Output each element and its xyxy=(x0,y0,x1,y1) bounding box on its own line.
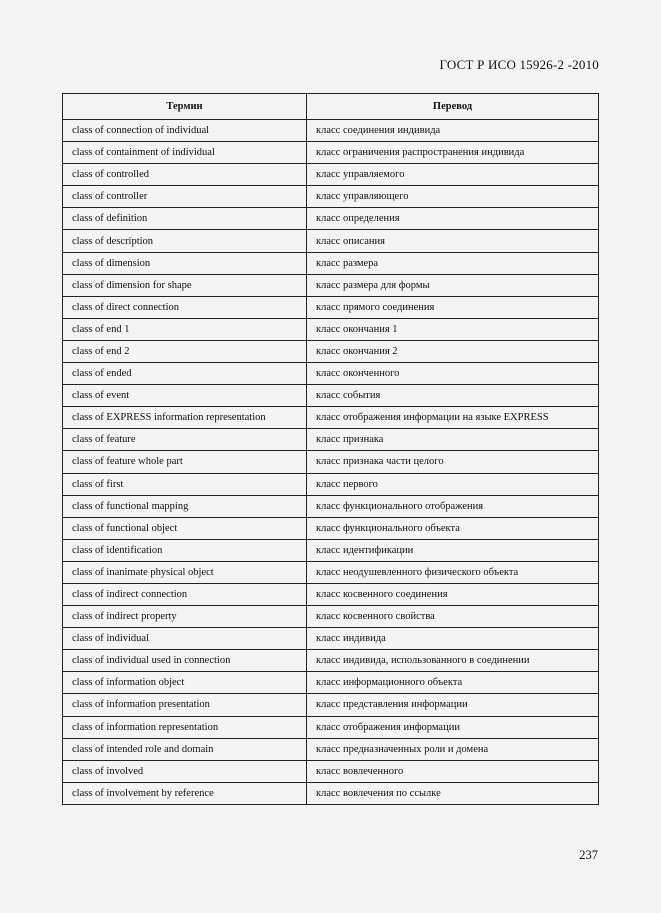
table-row xyxy=(63,738,599,760)
term-cell: class of end 2 xyxy=(63,340,307,362)
term-cell: class of definition xyxy=(63,208,307,230)
translation-cell: класс предназначенных роли и домена xyxy=(307,738,599,760)
translation-cell: класс информационного объекта xyxy=(307,672,599,694)
term-cell: class of inanimate physical object xyxy=(63,561,307,583)
term-cell: class of indirect property xyxy=(63,606,307,628)
translation-cell: класс неодушевленного физического объекта xyxy=(307,561,599,583)
table-row xyxy=(63,495,599,517)
term-cell: class of event xyxy=(63,385,307,407)
table-row xyxy=(63,539,599,561)
translation-cell: класс индивида, использованного в соединении xyxy=(307,650,599,672)
term-cell: class of feature xyxy=(63,429,307,451)
table-row xyxy=(63,650,599,672)
translation-cell: класс косвенного свойства xyxy=(307,606,599,628)
table-row xyxy=(63,296,599,318)
term-cell: class of first xyxy=(63,473,307,495)
term-cell: class of containment of individual xyxy=(63,142,307,164)
term-cell: class of information object xyxy=(63,672,307,694)
table-row xyxy=(63,318,599,340)
table-body xyxy=(63,120,599,805)
translation-cell: класс косвенного соединения xyxy=(307,583,599,605)
table-row xyxy=(63,517,599,539)
term-cell: class of individual used in connection xyxy=(63,650,307,672)
term-cell: class of controlled xyxy=(63,164,307,186)
translation-cell: класс вовлеченного xyxy=(307,760,599,782)
term-cell: class of dimension for shape xyxy=(63,274,307,296)
translation-cell: класс представления информации xyxy=(307,694,599,716)
term-cell: class of individual xyxy=(63,628,307,650)
translation-cell: класс функционального отображения xyxy=(307,495,599,517)
column-header-translation: Перевод xyxy=(307,94,599,120)
table-row xyxy=(63,363,599,385)
document-header: ГОСТ Р ИСО 15926-2 -2010 xyxy=(439,57,599,72)
table-row xyxy=(63,451,599,473)
translation-cell: класс окончания 1 xyxy=(307,318,599,340)
translation-cell: класс события xyxy=(307,385,599,407)
table-row xyxy=(63,429,599,451)
term-cell: class of functional mapping xyxy=(63,495,307,517)
table-row xyxy=(63,230,599,252)
term-cell: class of feature whole part xyxy=(63,451,307,473)
table-header-row xyxy=(63,94,599,120)
table-row xyxy=(63,606,599,628)
page-number: 237 xyxy=(579,848,598,862)
term-cell: class of ended xyxy=(63,363,307,385)
translation-cell: класс размера xyxy=(307,252,599,274)
term-cell: class of intended role and domain xyxy=(63,738,307,760)
translation-cell: класс управляемого xyxy=(307,164,599,186)
table-row xyxy=(63,252,599,274)
translation-cell: класс первого xyxy=(307,473,599,495)
table-row xyxy=(63,561,599,583)
translation-cell: класс определения xyxy=(307,208,599,230)
translation-cell: класс признака xyxy=(307,429,599,451)
table-row xyxy=(63,385,599,407)
translation-cell: класс оконченного xyxy=(307,363,599,385)
term-cell: class of functional object xyxy=(63,517,307,539)
table-row xyxy=(63,716,599,738)
term-cell: class of EXPRESS information representation xyxy=(63,407,307,429)
table-row xyxy=(63,583,599,605)
table-row xyxy=(63,760,599,782)
table-row xyxy=(63,782,599,804)
translation-cell: класс окончания 2 xyxy=(307,340,599,362)
translation-cell: класс индивида xyxy=(307,628,599,650)
term-cell: class of description xyxy=(63,230,307,252)
term-cell: class of end 1 xyxy=(63,318,307,340)
term-cell: class of direct connection xyxy=(63,296,307,318)
term-cell: class of dimension xyxy=(63,252,307,274)
table-row xyxy=(63,142,599,164)
terms-table xyxy=(62,93,599,805)
column-header-term: Термин xyxy=(63,94,307,120)
table-row xyxy=(63,407,599,429)
translation-cell: класс управляющего xyxy=(307,186,599,208)
table-row xyxy=(63,164,599,186)
translation-cell: класс размера для формы xyxy=(307,274,599,296)
table-row xyxy=(63,120,599,142)
translation-cell: класс отображения информации на языке EXPRESS xyxy=(307,407,599,429)
term-cell: class of information representation xyxy=(63,716,307,738)
translation-cell: класс вовлечения по ссылке xyxy=(307,782,599,804)
table-row xyxy=(63,208,599,230)
translation-cell: класс соединения индивида xyxy=(307,120,599,142)
table-row xyxy=(63,694,599,716)
translation-cell: класс отображения информации xyxy=(307,716,599,738)
translation-cell: класс функционального объекта xyxy=(307,517,599,539)
translation-cell: класс описания xyxy=(307,230,599,252)
term-cell: class of connection of individual xyxy=(63,120,307,142)
term-cell: class of identification xyxy=(63,539,307,561)
translation-cell: класс признака части целого xyxy=(307,451,599,473)
table-row xyxy=(63,186,599,208)
term-cell: class of involvement by reference xyxy=(63,782,307,804)
table-row xyxy=(63,672,599,694)
term-cell: class of controller xyxy=(63,186,307,208)
table-row xyxy=(63,340,599,362)
term-cell: class of involved xyxy=(63,760,307,782)
table-row xyxy=(63,628,599,650)
translation-cell: класс идентификации xyxy=(307,539,599,561)
term-cell: class of indirect connection xyxy=(63,583,307,605)
translation-cell: класс прямого соединения xyxy=(307,296,599,318)
translation-cell: класс ограничения распространения индивида xyxy=(307,142,599,164)
table-row xyxy=(63,274,599,296)
term-cell: class of information presentation xyxy=(63,694,307,716)
table-row xyxy=(63,473,599,495)
